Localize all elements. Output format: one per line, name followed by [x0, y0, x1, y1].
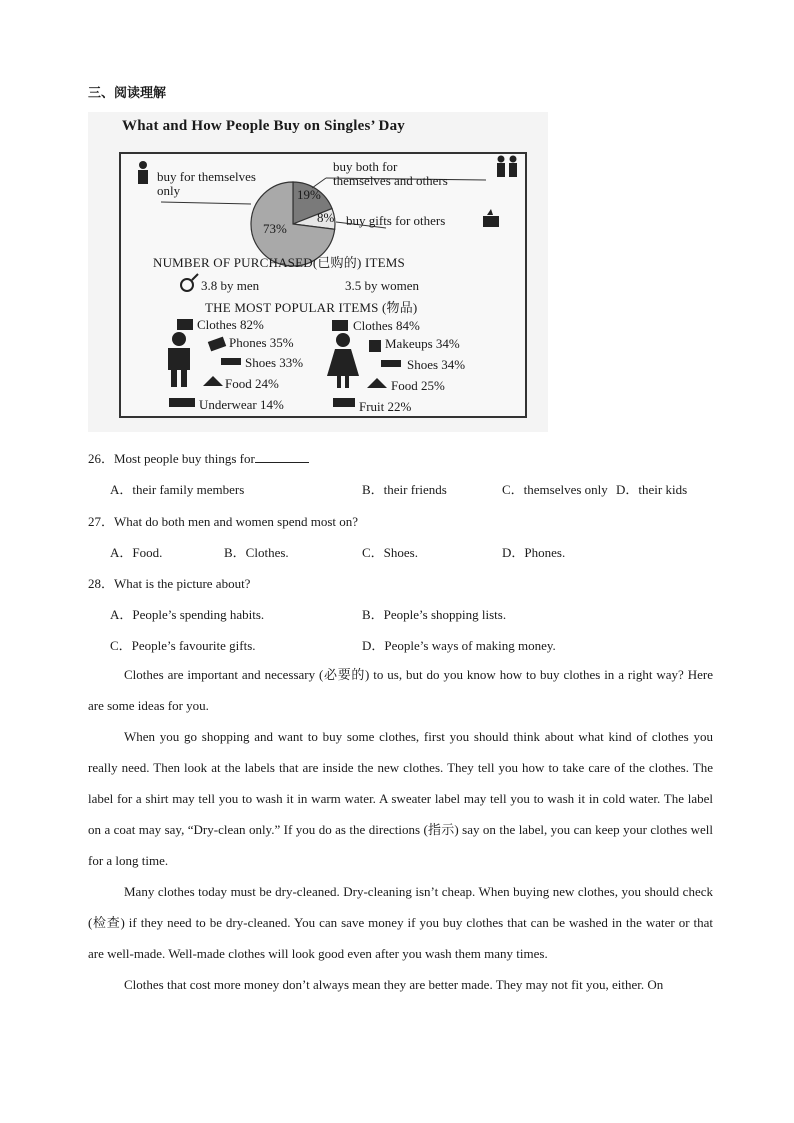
label-self-2: only [157, 183, 181, 198]
label-both-2: themselves and others [333, 173, 448, 188]
pct-self: 73% [263, 221, 287, 236]
food-icon [367, 378, 387, 388]
reading-passage [88, 659, 713, 1000]
option-c: C．People’s favourite gifts. [110, 638, 256, 653]
option-d: D．People’s ways of making money. [362, 638, 556, 653]
option-c: C．Shoes. [362, 545, 418, 560]
shoe-icon [381, 360, 401, 367]
option-b: B．their friends [362, 482, 447, 497]
leader-line-self [161, 202, 251, 204]
shirt-icon [177, 319, 193, 330]
women-item: Food 25% [391, 378, 445, 393]
pct-gifts: 8% [317, 210, 335, 225]
couple-icon [497, 156, 517, 178]
option-a: A．their family members [110, 482, 245, 497]
shirt-icon [332, 320, 348, 331]
underwear-icon [169, 398, 195, 407]
women-item: Shoes 34% [407, 357, 466, 372]
infographic-figure [88, 112, 548, 432]
men-count: 3.8 by men [201, 278, 260, 293]
person-icon [138, 161, 148, 184]
men-item: Shoes 33% [245, 355, 304, 370]
makeup-icon [369, 340, 381, 352]
label-self: buy for themselves [157, 169, 256, 184]
option-b: B．Clothes. [224, 545, 289, 560]
label-gifts: buy gifts for others [346, 213, 446, 228]
popular-heading: THE MOST POPULAR ITEMS (物品) [205, 300, 418, 315]
women-item: Makeups 34% [385, 336, 460, 351]
answer-blank [255, 450, 309, 463]
pct-both: 19% [297, 187, 321, 202]
food-icon [203, 376, 223, 386]
pie-chart [121, 154, 525, 416]
passage-paragraph: Clothes are important and necessary (必要的) to us, but do you know how to buy clothes in a right way? Here are some ideas for you. [88, 667, 713, 713]
men-item: Underwear 14% [199, 397, 284, 412]
men-item: Clothes 82% [197, 317, 264, 332]
passage-paragraph: When you go shopping and want to buy some clothes, first you should think about what kind of clothes you really need. Then look at the labels that are inside the new clothes. They tell you how to take care of the clothes. The label for a shirt may tell you to wash it in warm water. A sweater label may tell you to wash it in cold water. The label on a coat may say, “Dry-clean only.” If you do as the directions (指示) say on the label, you can keep your clothes well for a long time. [88, 729, 713, 868]
passage-paragraph: Many clothes today must be dry-cleaned. Dry-cleaning isn’t cheap. When buying new clothes, you should check (检查) if they need to be dry-cleaned. You can save money if you buy clothes that can be washed in the water or that are well-made. Well-made clothes will look good even after you wash them many times. [88, 884, 713, 961]
gift-icon [483, 209, 499, 227]
option-a: A．People’s spending habits. [110, 607, 265, 622]
passage-paragraph: Clothes that cost more money don’t always mean they are better made. They may not fit you, either. On [124, 977, 664, 992]
question-28: 28．What is the picture about? [88, 576, 251, 591]
figure-title: What and How People Buy on Singles’ Day [122, 118, 405, 134]
purchased-heading: NUMBER OF PURCHASED(已购的) ITEMS [153, 255, 405, 270]
option-a: A．Food. [110, 545, 163, 560]
women-count: 3.5 by women [345, 278, 420, 293]
option-b: B．People’s shopping lists. [362, 607, 507, 622]
question-stem: 26．Most people buy things for [88, 451, 255, 466]
men-item: Food 24% [225, 376, 279, 391]
men-item: Phones 35% [229, 335, 294, 350]
question-27: 27．What do both men and women spend most on? [88, 514, 359, 529]
question-26 [88, 448, 309, 467]
chart-box [119, 152, 527, 418]
section-title: 三、阅读理解 [88, 86, 167, 101]
man-figure-icon [168, 332, 190, 387]
fruit-icon [333, 398, 355, 407]
women-item: Fruit 22% [359, 399, 412, 414]
gender-symbol-icon [181, 274, 198, 291]
women-item: Clothes 84% [353, 318, 420, 333]
woman-figure-icon [327, 333, 359, 388]
phone-icon [208, 337, 226, 352]
option-d: D．Phones. [502, 545, 566, 560]
option-c: C．themselves only [502, 482, 608, 497]
label-both: buy both for [333, 159, 398, 174]
option-d: D．their kids [616, 482, 688, 497]
shoe-icon [221, 358, 241, 365]
